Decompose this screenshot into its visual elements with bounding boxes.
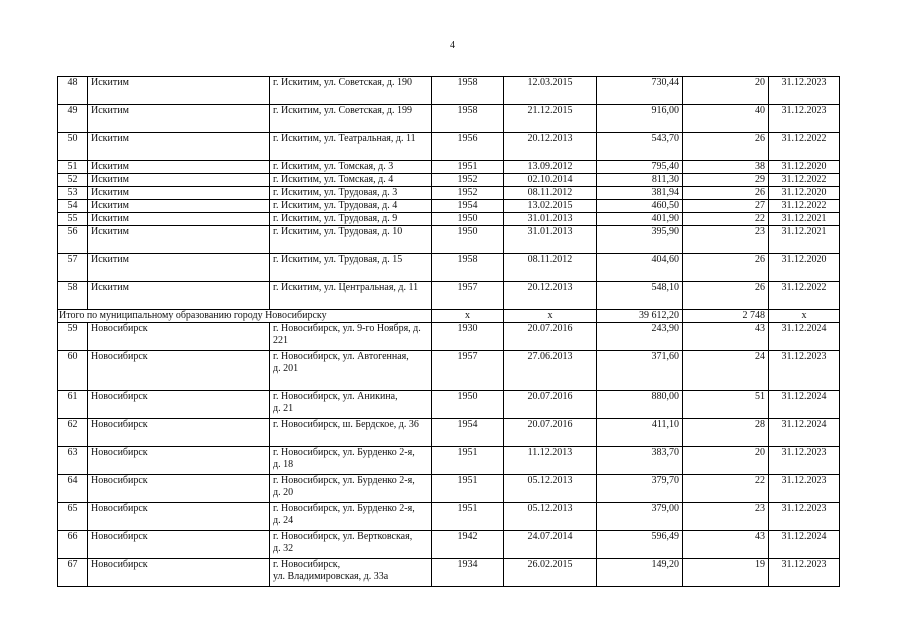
address-cell [270, 323, 432, 351]
count-cell: 22 [683, 475, 769, 503]
table-row [58, 213, 840, 226]
address-cell: г. Искитим, ул. Томская, д. 4 [270, 174, 432, 187]
area-cell: 404,60 [597, 254, 683, 282]
table-row [58, 559, 840, 587]
date-cell: 11.12.2013 [504, 447, 597, 475]
address-line-1: г. Новосибирск, ш. Бердское, д. 36 [273, 419, 419, 430]
deadline-cell: 31.12.2020 [769, 161, 840, 174]
area-cell: 411,10 [597, 419, 683, 447]
row-number: 61 [58, 391, 88, 419]
deadline-cell: 31.12.2022 [769, 200, 840, 213]
count-cell: 22 [683, 213, 769, 226]
address-line-1: г. Новосибирск, ул. Бурденко 2-я, [273, 447, 415, 458]
date-cell: 13.09.2012 [504, 161, 597, 174]
year-cell: 1958 [432, 77, 504, 105]
date-cell: 13.02.2015 [504, 200, 597, 213]
date-cell: 20.12.2013 [504, 133, 597, 161]
area-cell: 149,20 [597, 559, 683, 587]
deadline-cell: 31.12.2024 [769, 323, 840, 351]
city-cell: Новосибирск [88, 323, 270, 351]
row-number: 52 [58, 174, 88, 187]
table-row [58, 391, 840, 419]
address-cell: г. Искитим, ул. Трудовая, д. 4 [270, 200, 432, 213]
area-cell: 811,30 [597, 174, 683, 187]
year-cell: 1954 [432, 419, 504, 447]
count-cell: 26 [683, 254, 769, 282]
total-count: 2 748 [683, 310, 769, 323]
year-cell: 1951 [432, 503, 504, 531]
city-cell: Искитим [88, 161, 270, 174]
city-cell: Новосибирск [88, 447, 270, 475]
city-cell: Искитим [88, 213, 270, 226]
year-cell: 1930 [432, 323, 504, 351]
deadline-cell: 31.12.2023 [769, 503, 840, 531]
row-number: 51 [58, 161, 88, 174]
table-row [58, 133, 840, 161]
city-cell: Новосибирск [88, 503, 270, 531]
year-cell: 1951 [432, 161, 504, 174]
date-cell: 20.12.2013 [504, 282, 597, 310]
count-cell: 38 [683, 161, 769, 174]
table-row [58, 419, 840, 447]
table-row [58, 254, 840, 282]
address-cell: г. Искитим, ул. Трудовая, д. 15 [270, 254, 432, 282]
row-number: 65 [58, 503, 88, 531]
city-cell: Искитим [88, 133, 270, 161]
deadline-cell: 31.12.2022 [769, 282, 840, 310]
deadline-cell: 31.12.2021 [769, 226, 840, 254]
row-number: 60 [58, 351, 88, 391]
count-cell: 27 [683, 200, 769, 213]
date-cell: 12.03.2015 [504, 77, 597, 105]
area-cell: 383,70 [597, 447, 683, 475]
address-line-1: г. Новосибирск, ул. Аникина, [273, 391, 398, 402]
date-cell: 20.07.2016 [504, 419, 597, 447]
area-cell: 548,10 [597, 282, 683, 310]
count-cell: 26 [683, 187, 769, 200]
address-line-1: г. Новосибирск, ул. Автогенная, [273, 351, 409, 362]
page-number: 4 [450, 40, 455, 51]
row-number: 58 [58, 282, 88, 310]
row-number: 63 [58, 447, 88, 475]
year-cell: 1958 [432, 105, 504, 133]
housing-register-table [57, 76, 840, 587]
area-cell: 395,90 [597, 226, 683, 254]
area-cell: 596,49 [597, 531, 683, 559]
date-cell: 24.07.2014 [504, 531, 597, 559]
area-cell: 916,00 [597, 105, 683, 133]
row-number: 56 [58, 226, 88, 254]
count-cell: 28 [683, 419, 769, 447]
year-cell: 1951 [432, 475, 504, 503]
deadline-cell: 31.12.2023 [769, 559, 840, 587]
table-row [58, 187, 840, 200]
row-number: 62 [58, 419, 88, 447]
deadline-cell: 31.12.2023 [769, 77, 840, 105]
area-cell: 371,60 [597, 351, 683, 391]
table-row [58, 503, 840, 531]
count-cell: 24 [683, 351, 769, 391]
city-cell: Новосибирск [88, 419, 270, 447]
city-cell: Искитим [88, 187, 270, 200]
area-cell: 880,00 [597, 391, 683, 419]
city-cell: Искитим [88, 200, 270, 213]
area-cell: 730,44 [597, 77, 683, 105]
table-row [58, 447, 840, 475]
row-number: 57 [58, 254, 88, 282]
city-cell: Искитим [88, 77, 270, 105]
date-cell: 08.11.2012 [504, 254, 597, 282]
year-cell: 1952 [432, 187, 504, 200]
city-cell: Искитим [88, 174, 270, 187]
area-cell: 381,94 [597, 187, 683, 200]
address-line-2: д. 21 [273, 403, 294, 414]
address-line-1: г. Новосибирск, ул. Вертковская, [273, 531, 413, 542]
deadline-cell: 31.12.2020 [769, 187, 840, 200]
address-cell [270, 475, 432, 503]
date-cell: 05.12.2013 [504, 475, 597, 503]
table-row [58, 226, 840, 254]
table-row [58, 77, 840, 105]
address-cell [270, 351, 432, 391]
row-number: 53 [58, 187, 88, 200]
deadline-cell: 31.12.2023 [769, 447, 840, 475]
count-cell: 43 [683, 531, 769, 559]
count-cell: 43 [683, 323, 769, 351]
year-cell: 1954 [432, 200, 504, 213]
address-line-1: г. Новосибирск, ул. Бурденко 2-я, [273, 503, 415, 514]
address-line-2: д. 24 [273, 515, 294, 526]
date-cell: 27.06.2013 [504, 351, 597, 391]
address-cell: г. Искитим, ул. Трудовая, д. 10 [270, 226, 432, 254]
count-cell: 23 [683, 503, 769, 531]
table-row [58, 200, 840, 213]
date-cell: 05.12.2013 [504, 503, 597, 531]
city-cell: Искитим [88, 254, 270, 282]
deadline-cell: 31.12.2023 [769, 475, 840, 503]
address-cell: г. Искитим, ул. Трудовая, д. 9 [270, 213, 432, 226]
year-cell: 1952 [432, 174, 504, 187]
deadline-cell: 31.12.2023 [769, 351, 840, 391]
date-cell: 20.07.2016 [504, 391, 597, 419]
area-cell: 795,40 [597, 161, 683, 174]
city-cell: Новосибирск [88, 391, 270, 419]
address-line-2: д. 20 [273, 487, 294, 498]
address-cell: г. Искитим, ул. Советская, д. 190 [270, 77, 432, 105]
table-row [58, 174, 840, 187]
city-cell: Искитим [88, 105, 270, 133]
year-cell: 1956 [432, 133, 504, 161]
date-cell: 08.11.2012 [504, 187, 597, 200]
city-cell: Новосибирск [88, 475, 270, 503]
count-cell: 40 [683, 105, 769, 133]
address-cell: г. Искитим, ул. Центральная, д. 11 [270, 282, 432, 310]
city-cell: Искитим [88, 226, 270, 254]
city-cell: Новосибирск [88, 559, 270, 587]
count-cell: 19 [683, 559, 769, 587]
table-row [58, 351, 840, 391]
total-label: Итого по муниципальному образованию городу Новосибирску [58, 310, 432, 323]
address-cell [270, 447, 432, 475]
address-cell [270, 391, 432, 419]
year-cell: 1950 [432, 213, 504, 226]
address-cell [270, 419, 432, 447]
year-cell: 1950 [432, 226, 504, 254]
address-line-1: г. Новосибирск, ул. Бурденко 2-я, [273, 475, 415, 486]
row-number: 55 [58, 213, 88, 226]
area-cell: 243,90 [597, 323, 683, 351]
address-cell: г. Искитим, ул. Трудовая, д. 3 [270, 187, 432, 200]
date-cell: 20.07.2016 [504, 323, 597, 351]
row-number: 66 [58, 531, 88, 559]
area-cell: 460,50 [597, 200, 683, 213]
year-cell: 1934 [432, 559, 504, 587]
address-line-2: ул. Владимировская, д. 33а [273, 571, 389, 582]
count-cell: 26 [683, 282, 769, 310]
city-cell: Новосибирск [88, 351, 270, 391]
table-row [58, 531, 840, 559]
count-cell: 20 [683, 77, 769, 105]
address-cell [270, 503, 432, 531]
deadline-cell: 31.12.2023 [769, 105, 840, 133]
deadline-cell: 31.12.2022 [769, 133, 840, 161]
table-row [58, 282, 840, 310]
address-cell: г. Искитим, ул. Театральная, д. 11 [270, 133, 432, 161]
total-area: 39 612,20 [597, 310, 683, 323]
address-line-2: д. 18 [273, 459, 294, 470]
city-cell: Искитим [88, 282, 270, 310]
year-cell: 1942 [432, 531, 504, 559]
table-row [58, 161, 840, 174]
row-number: 49 [58, 105, 88, 133]
address-line-2: 221 [273, 335, 288, 346]
address-cell [270, 531, 432, 559]
total-year: x [432, 310, 504, 323]
year-cell: 1957 [432, 282, 504, 310]
total-row [58, 310, 840, 323]
date-cell: 31.01.2013 [504, 213, 597, 226]
address-cell: г. Искитим, ул. Советская, д. 199 [270, 105, 432, 133]
area-cell: 543,70 [597, 133, 683, 161]
table-row [58, 475, 840, 503]
total-deadline: x [769, 310, 840, 323]
row-number: 59 [58, 323, 88, 351]
address-cell [270, 559, 432, 587]
year-cell: 1957 [432, 351, 504, 391]
count-cell: 23 [683, 226, 769, 254]
row-number: 48 [58, 77, 88, 105]
row-number: 67 [58, 559, 88, 587]
date-cell: 02.10.2014 [504, 174, 597, 187]
table-row [58, 323, 840, 351]
date-cell: 31.01.2013 [504, 226, 597, 254]
deadline-cell: 31.12.2020 [769, 254, 840, 282]
address-line-1: г. Новосибирск, ул. 9-го Ноября, д. [273, 323, 421, 334]
area-cell: 379,00 [597, 503, 683, 531]
area-cell: 401,90 [597, 213, 683, 226]
row-number: 50 [58, 133, 88, 161]
year-cell: 1958 [432, 254, 504, 282]
deadline-cell: 31.12.2024 [769, 531, 840, 559]
address-line-2: д. 32 [273, 543, 294, 554]
row-number: 54 [58, 200, 88, 213]
area-cell: 379,70 [597, 475, 683, 503]
city-cell: Новосибирск [88, 531, 270, 559]
address-line-2: д. 201 [273, 363, 299, 374]
deadline-cell: 31.12.2024 [769, 391, 840, 419]
date-cell: 26.02.2015 [504, 559, 597, 587]
address-cell: г. Искитим, ул. Томская, д. 3 [270, 161, 432, 174]
deadline-cell: 31.12.2021 [769, 213, 840, 226]
table-row [58, 105, 840, 133]
row-number: 64 [58, 475, 88, 503]
date-cell: 21.12.2015 [504, 105, 597, 133]
count-cell: 20 [683, 447, 769, 475]
year-cell: 1951 [432, 447, 504, 475]
deadline-cell: 31.12.2022 [769, 174, 840, 187]
total-date: x [504, 310, 597, 323]
count-cell: 29 [683, 174, 769, 187]
year-cell: 1950 [432, 391, 504, 419]
count-cell: 26 [683, 133, 769, 161]
count-cell: 51 [683, 391, 769, 419]
deadline-cell: 31.12.2024 [769, 419, 840, 447]
address-line-1: г. Новосибирск, [273, 559, 341, 570]
